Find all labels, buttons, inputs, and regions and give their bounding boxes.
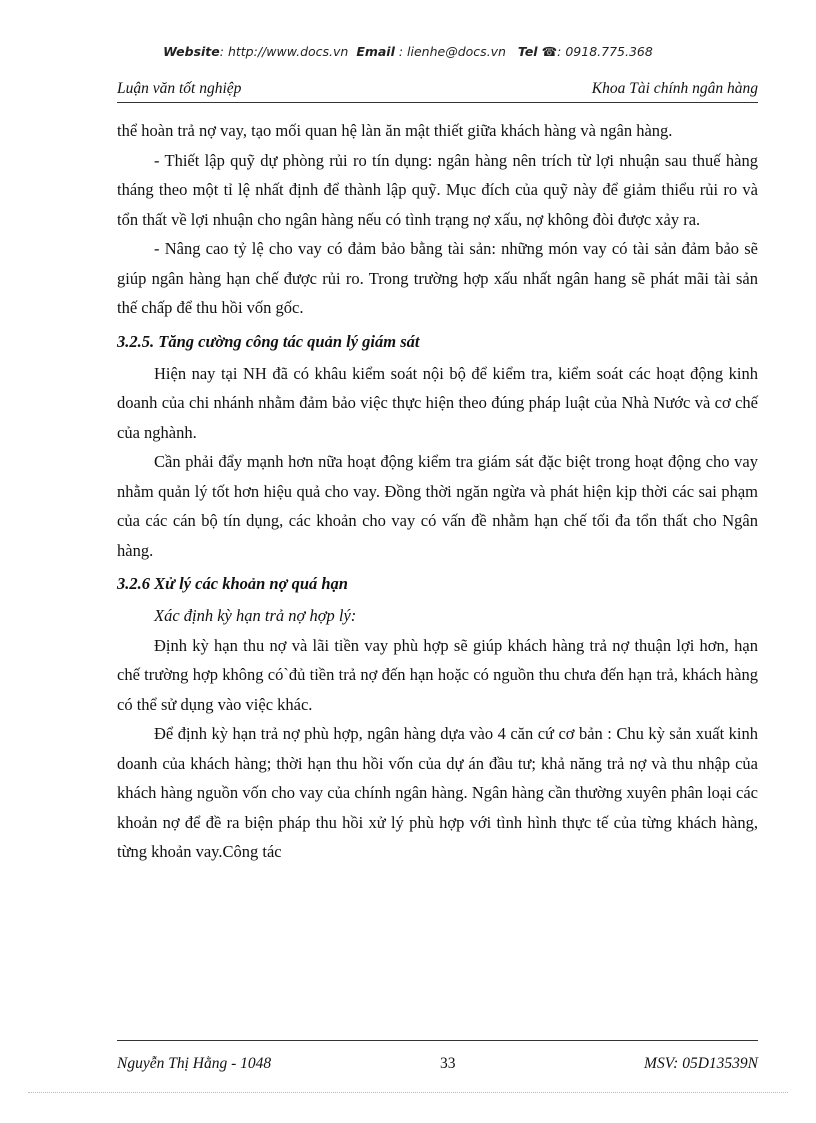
phone-icon: ☎	[541, 44, 558, 59]
thesis-label: Luận văn tốt nghiệp	[117, 80, 242, 97]
site-header	[0, 44, 816, 59]
website-value[interactable]: : http://www.docs.vn	[219, 44, 349, 59]
paragraph-7: Để định kỳ hạn trả nợ phù hợp, ngân hàng dựa vào 4 căn cứ cơ bản : Chu kỳ sản xuất kinh doanh của khách hàng; thời hạn thu hồi vốn của dự án đầu tư; khả năng trả nợ và thu nhập của khách hàng nguồn vốn cho vay của chính ngân hàng. Ngân hàng cần thường xuyên phân loại các khoản nợ để đề ra biện pháp thu hồi xử lý phù hợp với tình hình thực tế của từng khách hàng, từng khoản vay.Công tác	[117, 724, 758, 861]
tel-value: : 0918.775.368	[557, 44, 653, 59]
section-heading-3-2-6: 3.2.6 Xử lý các khoản nợ quá hạn	[117, 574, 348, 593]
tel-label: Tel	[517, 44, 538, 59]
section-heading-3-2-5: 3.2.5. Tăng cường công tác quản lý giám sát	[117, 331, 420, 351]
email-label: Email	[356, 44, 395, 59]
author-name: Nguyễn Thị Hằng - 1048	[117, 1055, 272, 1072]
website-label: Website	[163, 44, 220, 59]
page-number: 33	[440, 1055, 456, 1072]
student-id: MSV: 05D13539N	[644, 1055, 758, 1072]
faculty-label: Khoa Tài chính ngân hàng	[591, 80, 758, 97]
subheading: Xác định kỳ hạn trả nợ hợp lý:	[154, 606, 357, 625]
running-head	[117, 80, 758, 103]
paragraph-3: - Nâng cao tỷ lệ cho vay có đảm bảo bằng tài sản: những món vay có tài sản đảm bảo sẽ giúp ngân hàng hạn chế được rủi ro. Trong trường hợp xấu nhất ngân hang sẽ phát mãi tài sản thế chấp để thu hồi vốn gốc.	[117, 239, 758, 317]
paragraph-4: Hiện nay tại NH đã có khâu kiểm soát nội bộ để kiểm tra, kiểm soát các hoạt động kinh doanh của chi nhánh nhằm đảm bảo việc thực hiện theo đúng pháp luật của Nhà Nước và cơ chế của nghành.	[117, 363, 758, 442]
page-footer	[117, 1040, 758, 1071]
paragraph-6: Định kỳ hạn thu nợ và lãi tiền vay phù hợp sẽ giúp khách hàng trả nợ thuận lợi hơn, hạn chế trường hợp không có`đủ tiền trả nợ đến hạn hoặc có nguồn thu chưa đến hạn trả, khách hàng có thể sử dụng vào việc khác.	[117, 635, 758, 714]
email-value[interactable]: : lienhe@docs.vn	[394, 44, 506, 59]
document-body	[117, 116, 758, 867]
paragraph-5: Cần phải đẩy mạnh hơn nữa hoạt động kiểm tra giám sát đặc biệt trong hoạt động cho vay nhằm quản lý tốt hơn hiệu quả cho vay. Đồng thời ngăn ngừa và phát hiện kịp thời các sai phạm của các cán bộ tín dụng, các khoản cho vay có vấn đề nhằm hạn chế tối đa tổn thất cho Ngân hàng.	[117, 452, 758, 560]
page-edge-divider	[28, 1092, 788, 1093]
paragraph-2: - Thiết lập quỹ dự phòng rủi ro tín dụng: ngân hàng nên trích từ lợi nhuận sau thuế hàng tháng theo một tỉ lệ nhất định để thành lập quỹ. Mục đích của quỹ này để giảm thiểu rủi ro và tổn thất về lợi nhuận cho ngân hàng nếu có tình trạng nợ xấu, nợ không đòi được xảy ra.	[117, 150, 758, 229]
paragraph-1: thể hoàn trả nợ vay, tạo mối quan hệ làn ăn mật thiết giữa khách hàng và ngân hàng.	[117, 121, 673, 140]
